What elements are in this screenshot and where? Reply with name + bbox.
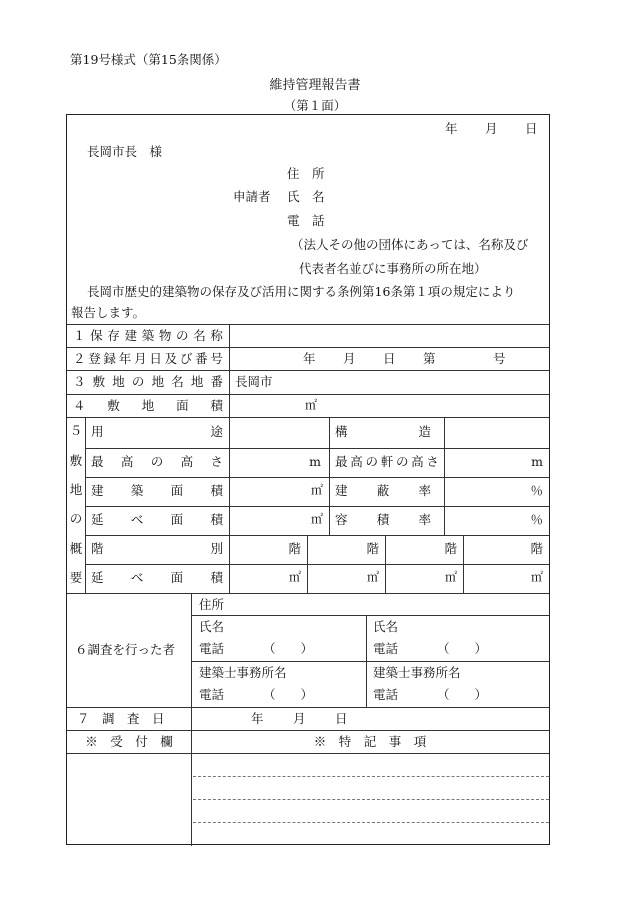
reception-label: ※ 受 付 欄 bbox=[85, 734, 173, 749]
header-month: 月 bbox=[485, 121, 498, 136]
surveyor-address-label: 住所 bbox=[199, 597, 225, 612]
office2-phone-label: 電話 bbox=[373, 687, 399, 702]
floor-area-label-2: 延 べ 面 積 bbox=[91, 570, 223, 585]
row4-label: ４ 敷 地 面 積 bbox=[73, 398, 223, 413]
row3-label: ３ 敷 地 の 地 名 地 番 bbox=[73, 374, 223, 389]
section7-label: ７ 調 査 日 bbox=[77, 711, 165, 726]
floor-unit-2: 階 bbox=[366, 541, 379, 556]
building-area-label: 建 築 面 積 bbox=[91, 483, 223, 498]
survey-month: 月 bbox=[293, 711, 306, 726]
structure-label: 構 造 bbox=[335, 424, 431, 439]
row2-year: 年 bbox=[303, 351, 316, 366]
floor-unit-4: 階 bbox=[530, 541, 543, 556]
use-label: 用 途 bbox=[91, 424, 223, 439]
floor-class-label: 階 別 bbox=[91, 541, 223, 556]
applicant-label: 申請者 bbox=[233, 189, 271, 204]
surveyor2-name-label: 氏名 bbox=[373, 619, 399, 634]
row2-month: 月 bbox=[343, 351, 356, 366]
building-area-unit: ㎡ bbox=[310, 483, 323, 497]
report-form-table bbox=[66, 114, 550, 845]
addressee: 長岡市長 様 bbox=[87, 144, 163, 159]
applicant-address-label: 住 所 bbox=[287, 166, 325, 181]
surveyor2-phone-label: 電話 bbox=[373, 641, 399, 656]
max-eave-height-unit: m bbox=[531, 454, 543, 469]
office2-phone-paren: （ ） bbox=[437, 687, 488, 702]
row2-label: ２ 登 録 年 月 日 及 び 番 号 bbox=[73, 351, 223, 366]
floor-area-unit: ㎡ bbox=[310, 512, 323, 526]
floor-area-unit-4: ㎡ bbox=[530, 570, 543, 584]
max-eave-height-label: 最 高 の 軒 の 高 さ bbox=[335, 454, 439, 469]
surveyor2-phone-paren: （ ） bbox=[437, 641, 488, 656]
row3-value: 長岡市 bbox=[235, 374, 273, 389]
surveyor1-name-label: 氏名 bbox=[199, 619, 225, 634]
max-height-label: 最 高 の 高 さ bbox=[91, 454, 223, 469]
row2-dai: 第 bbox=[423, 351, 436, 366]
floor-area-unit-3: ㎡ bbox=[444, 570, 457, 584]
surveyor1-phone-label: 電話 bbox=[199, 641, 225, 656]
row1-label: １ 保 存 建 築 物 の 名 称 bbox=[73, 328, 223, 343]
floor-area-ratio-unit: ％ bbox=[530, 512, 543, 527]
floor-area-ratio-label: 容 積 率 bbox=[335, 512, 431, 527]
office1-phone-paren: （ ） bbox=[263, 687, 314, 702]
statement-line2: 報告します。 bbox=[71, 305, 146, 320]
office1-phone-label: 電話 bbox=[199, 687, 225, 702]
row4-unit: ㎡ bbox=[305, 398, 318, 412]
floor-unit-3: 階 bbox=[444, 541, 457, 556]
page-label: （第１面） bbox=[283, 98, 347, 113]
surveyor1-phone-paren: （ ） bbox=[263, 641, 314, 656]
document-title: 維持管理報告書 bbox=[269, 78, 361, 93]
form-number: 第19号様式（第15条関係） bbox=[70, 52, 227, 67]
office2-name-label: 建築士事務所名 bbox=[373, 665, 461, 680]
coverage-ratio-label: 建 蔽 率 bbox=[335, 483, 431, 498]
section6-label: ６調査を行った者 bbox=[75, 642, 176, 657]
applicant-note-line1: （法人その他の団体にあっては、名称及び bbox=[291, 237, 529, 252]
row2-go: 号 bbox=[493, 351, 506, 366]
floor-area-unit-2: ㎡ bbox=[366, 570, 379, 584]
applicant-note-line2: 代表者名並びに事務所の所在地） bbox=[299, 261, 487, 276]
applicant-phone-label: 電 話 bbox=[287, 213, 325, 228]
row2-day: 日 bbox=[383, 351, 396, 366]
notes-label: ※ 特 記 事 項 bbox=[313, 734, 427, 749]
floor-area-unit-1: ㎡ bbox=[288, 570, 301, 584]
survey-year: 年 bbox=[251, 711, 264, 726]
section5-label: ５ 敷 地 の 概 要 bbox=[69, 423, 83, 586]
applicant-name-label: 氏 名 bbox=[287, 189, 325, 204]
header-day: 日 bbox=[525, 121, 538, 136]
max-height-unit: m bbox=[309, 454, 321, 469]
statement-line1: 長岡市歴史的建築物の保存及び活用に関する条例第16条第１項の規定により bbox=[87, 284, 516, 299]
office1-name-label: 建築士事務所名 bbox=[199, 665, 287, 680]
header-year: 年 bbox=[445, 121, 458, 136]
floor-area-label: 延 べ 面 積 bbox=[91, 512, 223, 527]
coverage-ratio-unit: ％ bbox=[530, 483, 543, 498]
floor-unit-1: 階 bbox=[288, 541, 301, 556]
survey-day: 日 bbox=[335, 711, 348, 726]
